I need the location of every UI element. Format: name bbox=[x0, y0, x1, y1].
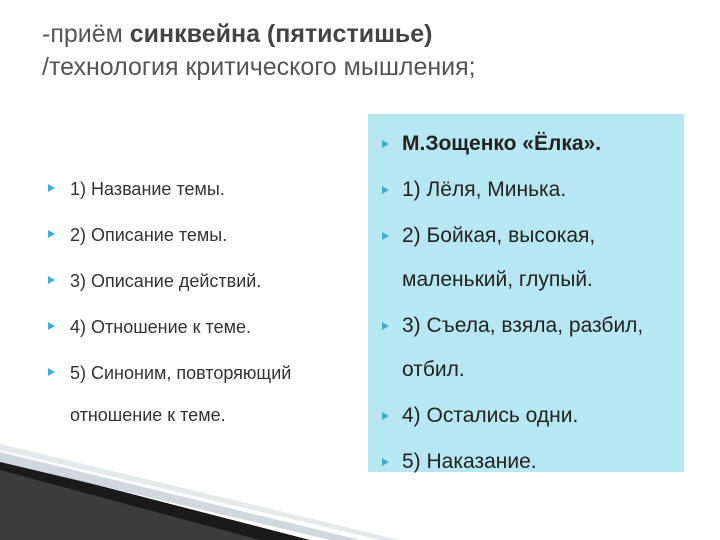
list-item-text: 3) Описание действий. bbox=[70, 271, 262, 291]
bullet-arrow-icon bbox=[48, 276, 55, 284]
list-item-text: 2) Описание темы. bbox=[70, 225, 228, 245]
list-item-text: 2) Бойкая, высокая, маленький, глупый. bbox=[402, 224, 596, 291]
bullet-arrow-icon bbox=[382, 412, 389, 420]
decorative-swoosh bbox=[0, 440, 720, 540]
list-item-text: 4) Отношение к теме. bbox=[70, 317, 251, 337]
bullet-arrow-icon bbox=[382, 322, 389, 330]
bullet-arrow-icon bbox=[48, 368, 55, 376]
bullet-arrow-icon bbox=[48, 322, 55, 330]
cinquain-rules-list bbox=[48, 168, 358, 440]
bullet-arrow-icon bbox=[382, 232, 389, 240]
example-box bbox=[368, 114, 684, 472]
list-item-text: 5) Синоним, повторяющий отношение к теме. bbox=[70, 363, 292, 425]
bullet-arrow-icon bbox=[382, 140, 389, 148]
list-item bbox=[48, 306, 358, 348]
title-subtitle: /технология критического мышления; bbox=[42, 53, 476, 81]
list-item bbox=[382, 168, 684, 212]
bullet-arrow-icon bbox=[48, 184, 55, 192]
list-item bbox=[382, 394, 684, 438]
list-item-text: 5) Наказание. bbox=[402, 450, 537, 473]
example-heading-text: М.Зощенко «Ёлка». bbox=[402, 132, 602, 155]
example-list bbox=[368, 114, 684, 484]
bullet-arrow-icon bbox=[382, 186, 389, 194]
list-item bbox=[48, 260, 358, 302]
title-bold: синквейна (пятистишье) bbox=[129, 20, 433, 48]
list-item-text: 1) Лёля, Минька. bbox=[402, 178, 567, 201]
list-item bbox=[48, 352, 358, 436]
list-item-text: 4) Остались одни. bbox=[402, 404, 579, 427]
list-item bbox=[382, 214, 684, 302]
slide-title bbox=[42, 18, 682, 84]
title-prefix: -приём bbox=[42, 20, 130, 48]
example-heading bbox=[382, 122, 684, 166]
list-item bbox=[48, 168, 358, 210]
list-item bbox=[48, 214, 358, 256]
list-item-text: 3) Съела, взяла, разбил, отбил. bbox=[402, 314, 644, 381]
list-item-text: 1) Название темы. bbox=[70, 179, 225, 199]
bullet-arrow-icon bbox=[48, 230, 55, 238]
list-item bbox=[382, 304, 684, 392]
